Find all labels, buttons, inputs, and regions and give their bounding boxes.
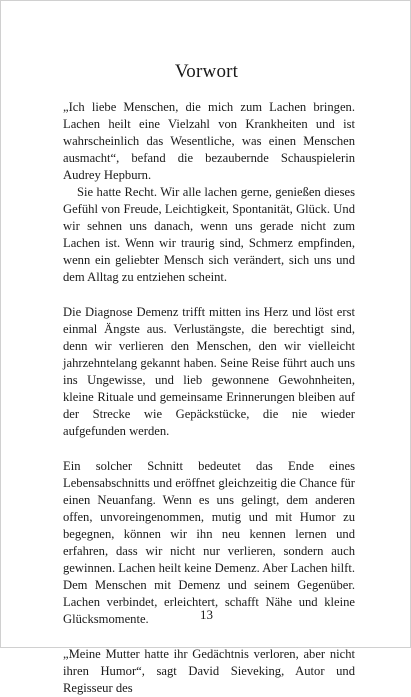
- paragraph-quote-hepburn: „Ich liebe Menschen, die mich zum Lachen bringen. Lachen heilt eine Vielzahl von Krankheiten und ist wahrscheinlich das Wesentliche, was einen Menschen ausmacht“, befand die bezaubernde Schauspielerin Audrey Hepburn.: [63, 100, 355, 182]
- paragraph-schnitt: Ein solcher Schnitt bedeutet das Ende eines Lebensabschnitts und eröffnet gleichzeitig die Chance für einen Neuanfang. Wenn es uns gelingt, dem anderen offen, unvoreingenommen, mutig und mit Humor zu begegnen, können wir ihn neu kennen lernen und erfahren, dass wir nicht nur verlieren, sondern auch gewinnen. Lachen heilt keine Demenz. Aber Lachen hilft. Dem Menschen mit Demenz und seinem Gegenüber. Lachen verbindet, erleichtert, schafft Nähe und kleine Glücksmomente.: [63, 459, 355, 626]
- paragraph-recht: Sie hatte Recht. Wir alle lachen gerne, genießen dieses Gefühl von Freude, Leichtigkeit, Spontanität, Glück. Und wir sehnen uns danach, wenn uns gerade nicht zum Lachen ist. Wenn wir traurig sind, Schmerz empfinden, wenn ein geliebter Mensch sich verändert, sich uns und dem Alltag zu entziehen scheint.: [63, 185, 355, 284]
- paragraph-quote-sieveking: „Meine Mutter hatte ihr Gedächtnis verloren, aber nicht ihren Humor“, sagt David Sieveking, Autor und Regisseur des: [63, 647, 355, 695]
- page-title: Vorwort: [174, 61, 239, 82]
- paragraph-diagnose: Die Diagnose Demenz trifft mitten ins Herz und löst erst einmal Ängste aus. Verlustängste, die berechtigt sind, denn wir verlieren den Menschen, den wir vielleicht jahrzehntelang gekannt haben. Seine Reise führt auch uns ins Ungewisse, und lieb gewonnene Gewohnheiten, kleine Rituale und gemeinsame Erinnerungen bleiben auf der Strecke wie Gepäckstücke, die nie wieder aufgefunden werden.: [63, 305, 355, 438]
- page-number: 13: [200, 607, 213, 622]
